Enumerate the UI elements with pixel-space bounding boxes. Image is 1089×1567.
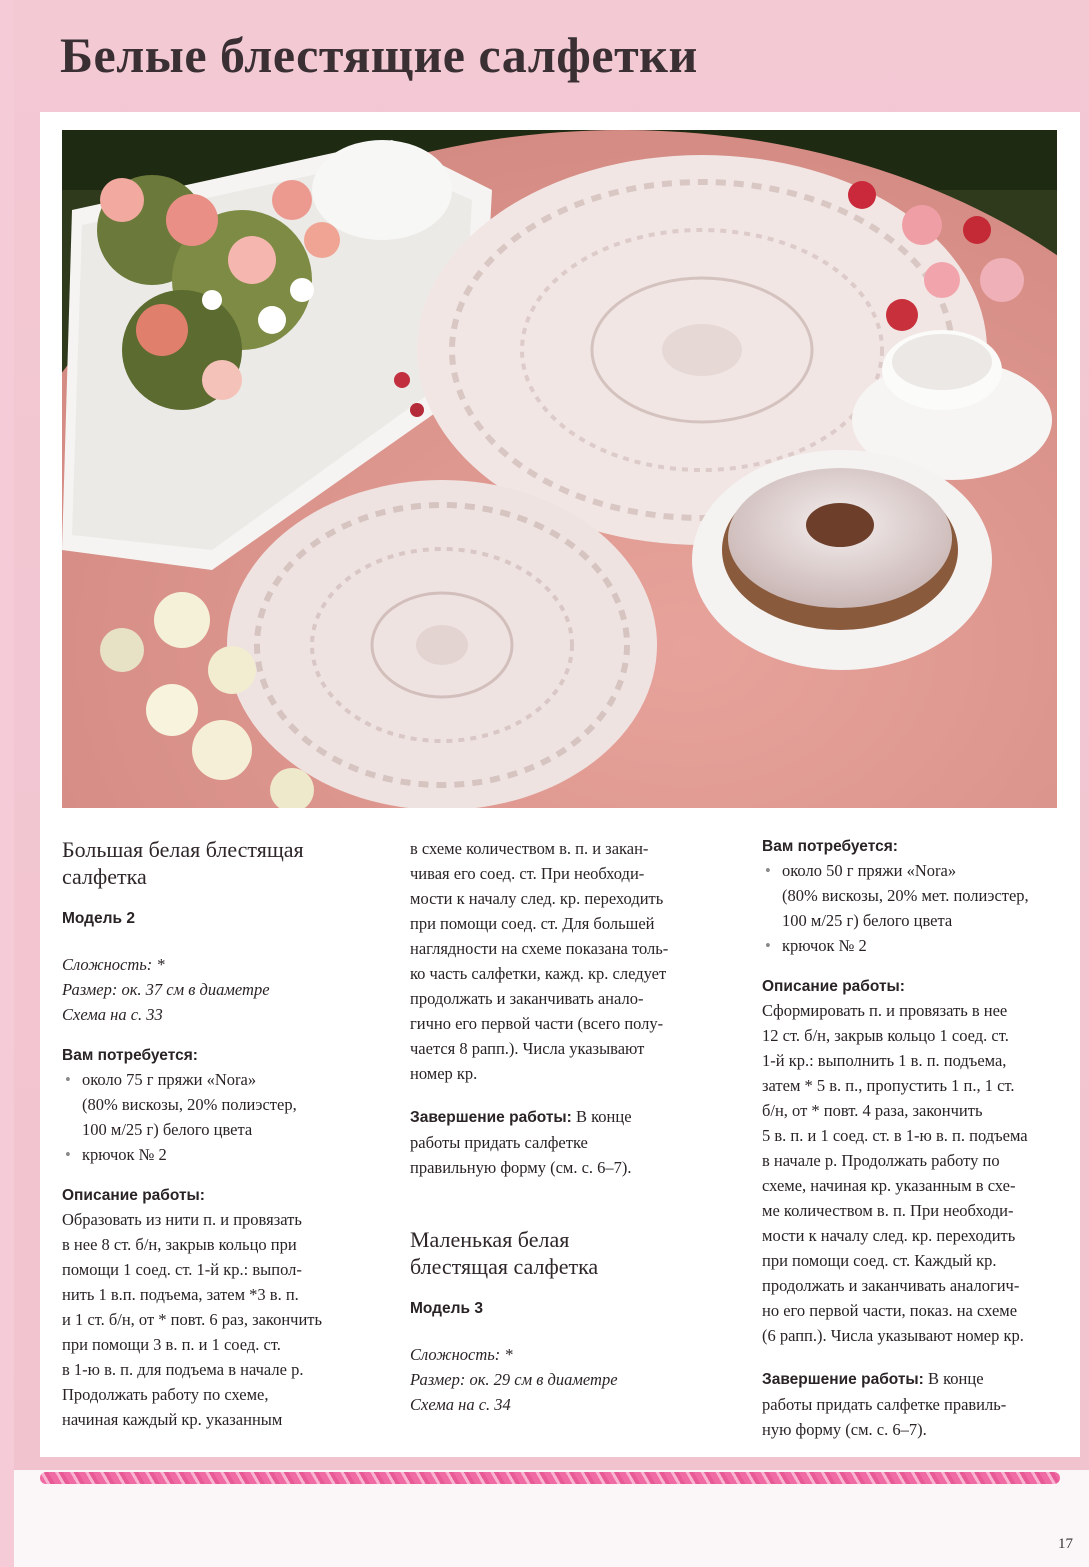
model3-desc-text: Сформировать п. и провязать в нее 12 ст. б/н, закрыв кольцо 1 соед. ст. 1-й кр.: выполнить 1 в. п. подъема, затем * 5 в. п., пропустить 1 п., 1 ст. б/н, от * повт. 4 раза, закончить 5 в. п. и 1 соед. ст. в 1-ю в. п. подъема в начале р. Продолжать работу по схеме, начиная кр. указанным в схе- ме количеством в. п. При необходи- мости к началу след. кр. переходить при помощи соед. ст. Каждый кр. продолжать и заканчивать аналогич- но его первой части, показ. на схеме (6 рапп.). Числа указывают номер кр. [762, 1001, 1028, 1345]
model2-label: Модель 2 [62, 910, 135, 927]
model2-finish [410, 1104, 740, 1180]
model3-size: Размер: ок. 29 см в диаметре [410, 1370, 618, 1389]
model3-need-item: • крючок № 2 [762, 933, 1082, 958]
model2-finish-text: В конце работы придать салфетке правильную форму (см. с. 6–7). [410, 1107, 632, 1177]
page-number: 17 [1058, 1536, 1073, 1552]
model2-desc-text: Образовать из нити п. и провязать в нее 8 ст. б/н, закрыв кольцо при помощи 1 соед. ст. 1-й кр.: выпол- нить 1 в.п. подъема, затем *3 в. п. и 1 ст. б/н, от * повт. 6 раз, закончить при помощи 3 в. п. и 1 соед. ст. в 1-ю в. п. для подъема в начале р. Продолжать работу по схеме, начиная каждый кр. указанным [62, 1210, 323, 1429]
model3-title: Маленькая белая блестящая салфетка [410, 1227, 599, 1279]
decorative-cord-divider [40, 1472, 1060, 1484]
middle-column [410, 836, 740, 1417]
model3-need-list [762, 858, 1082, 958]
model3-finish-text: В конце работы придать салфетке правиль- ную форму (см. с. 6–7). [762, 1369, 1007, 1439]
model3-label: Модель 3 [410, 1300, 483, 1317]
doilies-photo [62, 130, 1057, 808]
model3-meta [410, 1342, 740, 1417]
model2-need-heading: Вам потребуется: [62, 1047, 198, 1064]
model2-desc-continued: в схеме количеством в. п. и закан- чивая его соед. ст. При необходи- мости к началу след. кр. переходить при помощи соед. ст. Для большей наглядности на схеме показана толь- ко часть салфетки, кажд. кр. следует продолжать и заканчивать анало- гично его первой части (всего полу- чается 8 рапп.). Числа указывают номер кр. [410, 839, 669, 1083]
model3-need-item: • около 50 г пряжи «Nora» (80% вискозы, 20% мет. полиэстер, 100 м/25 г) белого цвета [762, 858, 1082, 933]
model2-column [62, 836, 382, 1432]
model2-title: Большая белая блестящая салфетка [62, 837, 304, 889]
model2-size: Размер: ок. 37 см в диаметре [62, 980, 270, 999]
model2-finish-heading: Завершение работы: [410, 1109, 572, 1126]
model2-difficulty: Сложность: * [62, 955, 165, 974]
model3-desc-heading: Описание работы: [762, 978, 905, 995]
cake-plate-icon [692, 450, 992, 670]
model3-finish-heading: Завершение работы: [762, 1371, 924, 1388]
model3-finish [762, 1366, 1082, 1442]
page-left-edge [0, 0, 14, 1567]
page-title: Белые блестящие салфетки [60, 27, 698, 83]
model2-desc-heading: Описание работы: [62, 1187, 205, 1204]
model2-need-item: • около 75 г пряжи «Nora» (80% вискозы, 20% полиэстер, 100 м/25 г) белого цвета [62, 1067, 382, 1142]
model3-scheme: Схема на с. 34 [410, 1395, 511, 1414]
model2-need-list [62, 1067, 382, 1167]
model3-difficulty: Сложность: * [410, 1345, 513, 1364]
model3-column [762, 836, 1082, 1442]
doily-small-icon [227, 480, 657, 808]
model2-meta [62, 952, 382, 1027]
plate-icon [312, 140, 452, 240]
model3-need-heading: Вам потребуется: [762, 838, 898, 855]
model2-scheme: Схема на с. 33 [62, 1005, 163, 1024]
model2-need-item: • крючок № 2 [62, 1142, 382, 1167]
